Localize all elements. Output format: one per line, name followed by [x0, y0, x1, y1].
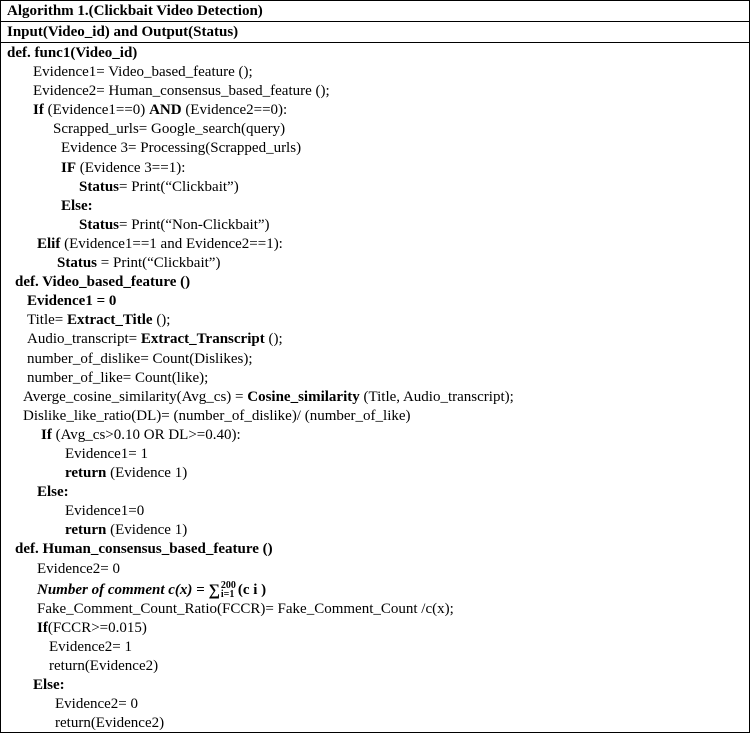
audio-transcript-assign: Audio_transcript=	[27, 331, 141, 348]
print-non-clickbait: = Print(“Non-Clickbait”)	[119, 216, 270, 233]
code-line-25	[1, 502, 749, 521]
code-line-28	[1, 560, 749, 579]
input-output-line: Input(Video_id) and Output(Status)	[1, 22, 749, 43]
code-line-4	[1, 101, 749, 120]
condition-part: (FCCR>=0.015)	[47, 619, 147, 636]
evidence1-set: Evidence1= 1	[65, 445, 149, 462]
code-line-14	[1, 292, 749, 311]
code-line-32	[1, 638, 749, 657]
code-line-20	[1, 407, 749, 426]
code-line-15	[1, 311, 749, 330]
code-line-24	[1, 483, 749, 502]
code-line-11	[1, 235, 749, 254]
return-value: (Evidence 1)	[106, 522, 188, 539]
if-keyword: If	[33, 102, 44, 119]
cosine-args: (Title, Audio_transcript);	[359, 388, 514, 405]
comment-count-formula: Number of comment c(x) =	[37, 581, 209, 598]
code-line-2	[1, 63, 749, 82]
and-keyword: AND	[149, 102, 182, 119]
video-feature-def: def. Video_based_feature ()	[15, 274, 191, 291]
code-line-31	[1, 619, 749, 638]
return-keyword: return	[65, 522, 107, 539]
code-line-7	[1, 159, 749, 178]
evidence2-init: Evidence2= 0	[37, 560, 121, 577]
code-line-29	[1, 579, 749, 600]
summation-lower: i=1	[220, 589, 235, 601]
evidence1-init: Evidence1 = 0	[27, 293, 117, 310]
scrapped-urls-assign: Scrapped_urls= Google_search(query)	[53, 121, 286, 138]
summation-symbol: ∑	[208, 581, 220, 599]
condition-part: (Evidence 3==1):	[76, 159, 186, 176]
code-line-1	[1, 44, 749, 63]
return-statement: return(Evidence2)	[49, 657, 159, 674]
fccr-assign: Fake_Comment_Count_Ratio(FCCR)= Fake_Comment_Count /c(x);	[37, 600, 454, 617]
call-parens: ();	[264, 331, 283, 348]
dislike-count: number_of_dislike= Count(Dislikes);	[27, 350, 253, 367]
return-value: (Evidence 1)	[106, 465, 188, 482]
code-line-3	[1, 82, 749, 101]
evidence1-set: Evidence1=0	[65, 503, 145, 520]
if-keyword: IF	[61, 159, 76, 176]
else-keyword: Else:	[61, 197, 93, 214]
code-line-13	[1, 273, 749, 292]
human-feature-def: def. Human_consensus_based_feature ()	[15, 541, 273, 558]
code-line-12	[1, 254, 749, 273]
condition-part: (Avg_cs>0.10 OR DL>=0.40):	[51, 426, 241, 443]
condition-part: (Evidence1==1 and Evidence2==1):	[60, 235, 283, 252]
algorithm-body	[1, 43, 749, 733]
summation-term: (c i )	[237, 581, 267, 598]
code-line-5	[1, 120, 749, 139]
cosine-similarity-call: Cosine_similarity	[247, 388, 360, 405]
code-line-9	[1, 197, 749, 216]
algorithm-title: Algorithm 1.(Clickbait Video Detection)	[1, 1, 749, 22]
print-clickbait: = Print(“Clickbait”)	[119, 178, 239, 195]
elif-keyword: Elif	[37, 235, 61, 252]
code-line-21	[1, 426, 749, 445]
return-statement: return(Evidence2)	[55, 715, 165, 732]
extract-transcript-call: Extract_Transcript	[140, 331, 265, 348]
else-keyword: Else:	[33, 677, 65, 693]
condition-part: (Evidence1==0)	[43, 102, 150, 119]
code-line-17	[1, 350, 749, 369]
code-line-18	[1, 369, 749, 388]
dl-ratio-assign: Dislike_like_ratio(DL)= (number_of_dislike)/ (number_of_like)	[23, 407, 411, 424]
code-line-27	[1, 540, 749, 559]
code-line-23	[1, 464, 749, 483]
summation-limits	[221, 581, 236, 599]
if-keyword: If	[37, 619, 48, 636]
avg-cs-assign: Averge_cosine_similarity(Avg_cs) =	[23, 388, 248, 405]
print-clickbait: = Print(“Clickbait”)	[97, 255, 221, 272]
extract-title-call: Extract_Title	[67, 312, 153, 329]
evidence3-assign: Evidence 3= Processing(Scrapped_urls)	[61, 140, 302, 157]
code-line-16	[1, 330, 749, 349]
else-keyword: Else:	[37, 484, 69, 501]
evidence2-set: Evidence2= 1	[49, 638, 133, 655]
code-line-26	[1, 521, 749, 540]
code-line-10	[1, 216, 749, 235]
summation-upper: 200	[220, 580, 236, 592]
status-keyword: Status	[57, 255, 98, 272]
if-keyword: If	[41, 426, 52, 443]
func1-def: def. func1(Video_id)	[7, 45, 138, 61]
code-line-33	[1, 657, 749, 676]
title-assign: Title=	[27, 312, 68, 329]
code-line-8	[1, 178, 749, 197]
code-line-36	[1, 714, 749, 733]
like-count: number_of_like= Count(like);	[27, 369, 209, 386]
call-parens: ();	[152, 312, 171, 329]
code-line-6	[1, 139, 749, 158]
code-line-34	[1, 676, 749, 695]
return-keyword: return	[65, 465, 107, 482]
status-keyword: Status	[79, 178, 120, 195]
status-keyword: Status	[79, 216, 120, 233]
evidence2-assign: Evidence2= Human_consensus_based_feature ();	[33, 83, 330, 100]
evidence1-assign: Evidence1= Video_based_feature ();	[33, 64, 253, 81]
code-line-22	[1, 445, 749, 464]
evidence2-set: Evidence2= 0	[55, 696, 139, 713]
code-line-30	[1, 600, 749, 619]
code-line-35	[1, 695, 749, 714]
condition-part: (Evidence2==0):	[181, 102, 288, 119]
code-line-19	[1, 388, 749, 407]
